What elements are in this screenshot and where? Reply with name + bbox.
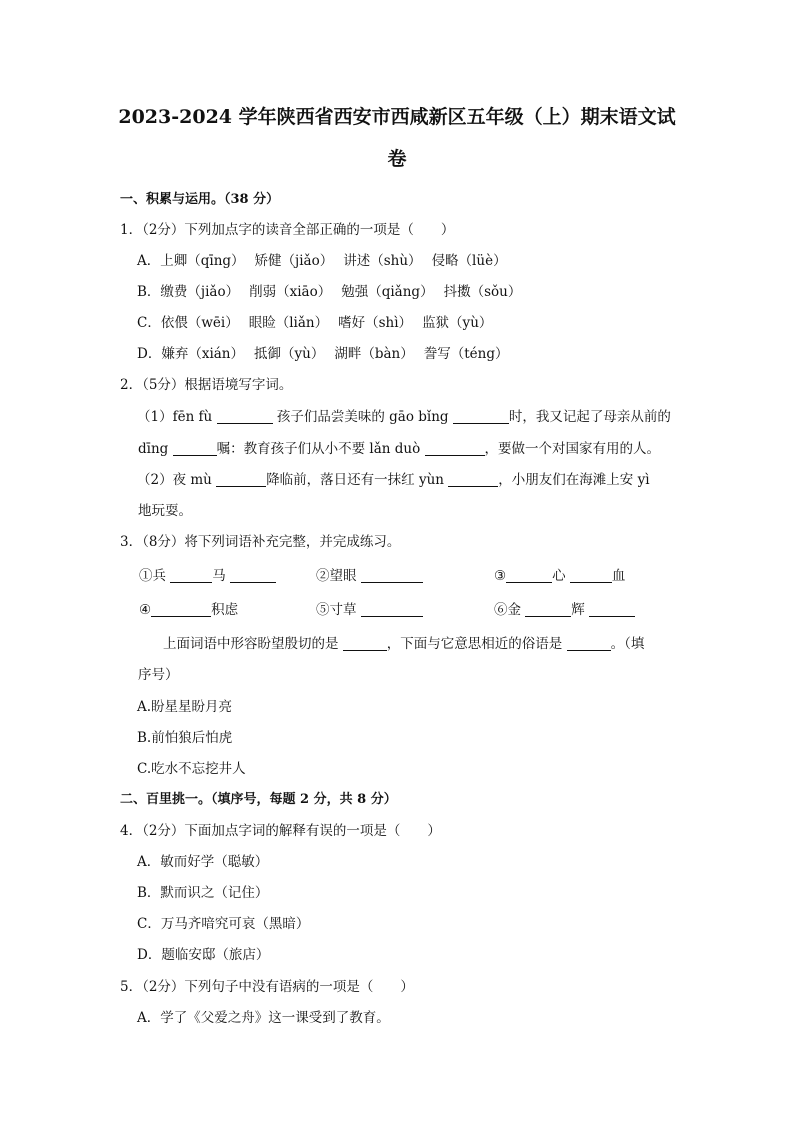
answer-blank[interactable]	[453, 409, 509, 424]
q3-question-line2: 序号）	[138, 667, 179, 683]
q2-stem: 2．（5分）根据语境写字词。	[120, 377, 293, 393]
q3-question-line1: 上面词语中形容盼望殷切的是 ，下面与它意思相近的俗语是 。（填	[163, 636, 645, 652]
q4-option-c: C．万马齐喑究可哀（黑暗）	[137, 916, 310, 932]
q3-word-1: ①兵 马	[139, 564, 276, 584]
answer-blank[interactable]	[170, 568, 212, 583]
q5-stem: 5．（2分）下列句子中没有语病的一项是（ ）	[120, 979, 414, 995]
answer-blank[interactable]	[567, 636, 611, 651]
q3-word-5: ⑤寸草	[316, 598, 423, 618]
answer-blank[interactable]	[230, 568, 276, 583]
q2-part2-line2: 地玩耍。	[138, 503, 192, 519]
q2-part2-line1: （2）夜 mù 降临前，落日还有一抹红 yùn ，小朋友们在海滩上安 yì	[137, 472, 650, 488]
exam-title-line1: 2023-2024 学年陕西省西安市西咸新区五年级（上）期末语文试	[118, 106, 676, 128]
answer-blank[interactable]	[448, 472, 498, 487]
q1-option-b: B．缴费（jiǎo） 削弱（xiāo） 勉强（qiǎng） 抖擞（sǒu）	[137, 284, 522, 300]
answer-blank[interactable]	[425, 441, 485, 456]
answer-blank[interactable]	[216, 472, 266, 487]
q3-word-3: ③ 心 血	[494, 568, 626, 584]
q2-part1-line2: dīng 嘱：教育孩子们从小不要 lǎn duò ，要做一个对国家有用的人。	[138, 441, 660, 457]
q3-word-4: ④ 积虑	[139, 602, 239, 618]
answer-blank[interactable]	[570, 568, 612, 583]
q3-stem: 3．（8分）将下列词语补充完整，并完成练习。	[120, 534, 401, 550]
q1-option-c: C．依偎（wēi） 眼睑（liǎn） 嗜好（shì） 监狱（yù）	[137, 315, 493, 331]
answer-blank[interactable]	[217, 409, 273, 424]
q3-word-2: ②望眼	[316, 564, 423, 584]
q4-option-b: B．默而识之（记住）	[137, 885, 269, 901]
q3-choice-a: A.盼星星盼月亮	[137, 699, 233, 715]
answer-blank[interactable]	[361, 568, 423, 583]
q5-option-a: A．学了《父爱之舟》这一课受到了教育。	[137, 1010, 390, 1026]
q2-part1-line1: （1）fēn fù 孩子们品尝美味的 gāo bǐng 时，我又记起了母亲从前的	[137, 409, 671, 425]
answer-blank[interactable]	[506, 568, 552, 583]
answer-blank[interactable]	[343, 636, 387, 651]
q4-option-a: A．敏而好学（聪敏）	[137, 854, 269, 870]
q3-choice-b: B.前怕狼后怕虎	[137, 730, 233, 746]
q1-stem: 1．（2分）下列加点字的读音全部正确的一项是（ ）	[120, 222, 455, 238]
exam-title-line2: 卷	[387, 148, 407, 170]
section1-heading: 一、积累与运用。（38 分）	[120, 192, 280, 207]
section2-heading: 二、百里挑一。（填序号，每题 2 分，共 8 分）	[120, 792, 397, 807]
q1-option-a: A．上卿（qīng） 矫健（jiǎo） 讲述（shù） 侵略（lüè）	[137, 253, 507, 269]
q3-choice-c: C.吃水不忘挖井人	[137, 761, 246, 777]
answer-blank[interactable]	[151, 602, 211, 617]
answer-blank[interactable]	[173, 441, 217, 456]
answer-blank[interactable]	[589, 602, 635, 617]
answer-blank[interactable]	[525, 602, 571, 617]
q3-word-6: ⑥金 辉	[494, 598, 635, 618]
q1-option-d: D．嫌弃（xián） 抵御（yù） 湖畔（bàn） 誊写（téng）	[137, 346, 509, 362]
answer-blank[interactable]	[361, 602, 423, 617]
q4-option-d: D．题临安邸（旅店）	[137, 947, 270, 963]
q4-stem: 4．（2分）下面加点字词的解释有误的一项是（ ）	[120, 823, 441, 839]
